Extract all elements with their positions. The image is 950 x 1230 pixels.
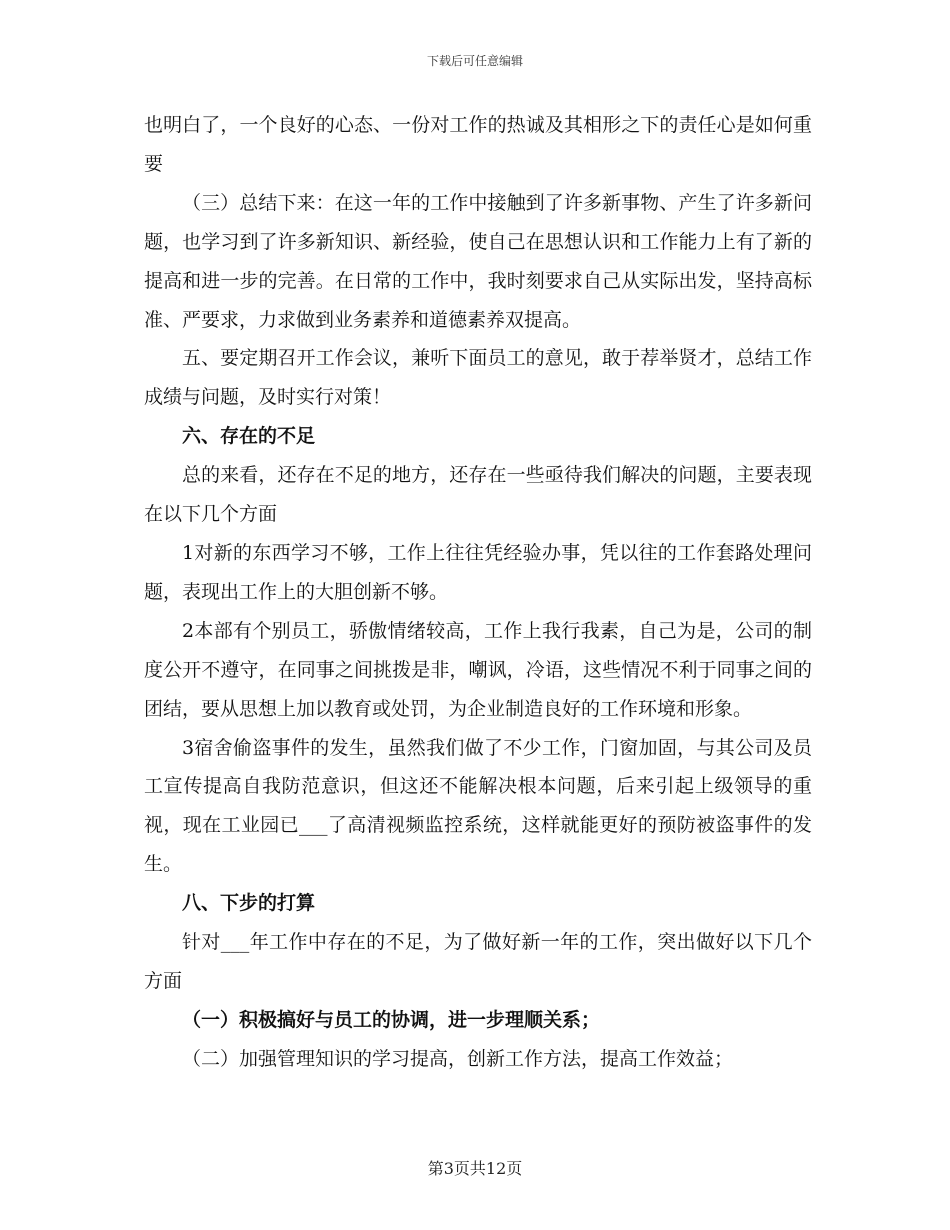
paragraph-shortcomings-intro: 总的来看，还存在不足的地方，还存在一些亟待我们解决的问题，主要表现在以下几个方面: [144, 464, 812, 526]
paragraph-shortcoming-2: 2本部有个别员工，骄傲情绪较高，工作上我行我素，自己为是，公司的制度公开不遵守，在同事之间挑拨是非，嘲讽，冷语，这些情况不利于同事之间的团结，要从思想上加以教育或处罚，为企业制造良好的工作环境和形象。: [144, 619, 812, 720]
paragraph-plan-item-1: （一）积极搞好与员工的协调，进一步理顺关系；: [182, 1008, 601, 1031]
paragraph-plan-intro: 针对___年工作中存在的不足，为了做好新一年的工作，突出做好以下几个方面: [144, 931, 812, 992]
paragraph-item-five: 五、要定期召开工作会议，兼听下面员工的意见，敢于荐举贤才，总结工作成绩与问题，及时实行对策！: [144, 347, 812, 409]
page-header: 下载后可任意编辑: [426, 54, 523, 68]
heading-shortcomings: 六、存在的不足: [182, 425, 316, 448]
paragraph-summary-three: （三）总结下来：在这一年的工作中接触到了许多新事物、产生了许多新问题，也学习到了许多新知识、新经验，使自己在思想认识和工作能力上有了新的提高和进一步的完善。在日常的工作中，我时刻要求自己从实际出发，坚持高标准、严要求，力求做到业务素养和道德素养双提高。: [144, 191, 812, 331]
paragraph-plan-item-2: （二）加强管理知识的学习提高，创新工作方法，提高工作效益；: [182, 1047, 734, 1070]
page-number-footer: 第3页共12页: [427, 1159, 523, 1178]
heading-next-plan: 八、下步的打算: [182, 892, 316, 915]
paragraph-continuation: 也明白了，一个良好的心态、一份对工作的热诚及其相形之下的责任心是如何重要: [144, 114, 812, 175]
document-body: [144, 106, 812, 1079]
paragraph-shortcoming-1: 1对新的东西学习不够，工作上往往凭经验办事，凭以往的工作套路处理问题，表现出工作上的大胆创新不够。: [144, 541, 812, 603]
paragraph-shortcoming-3: 3宿舍偷盗事件的发生，虽然我们做了不少工作，门窗加固，与其公司及员工宣传提高自我防范意识，但这还不能解决根本问题，后来引起上级领导的重视，现在工业园已___了高清视频监控系统，这样就能更好的预防被盗事件的发生。: [144, 736, 812, 876]
